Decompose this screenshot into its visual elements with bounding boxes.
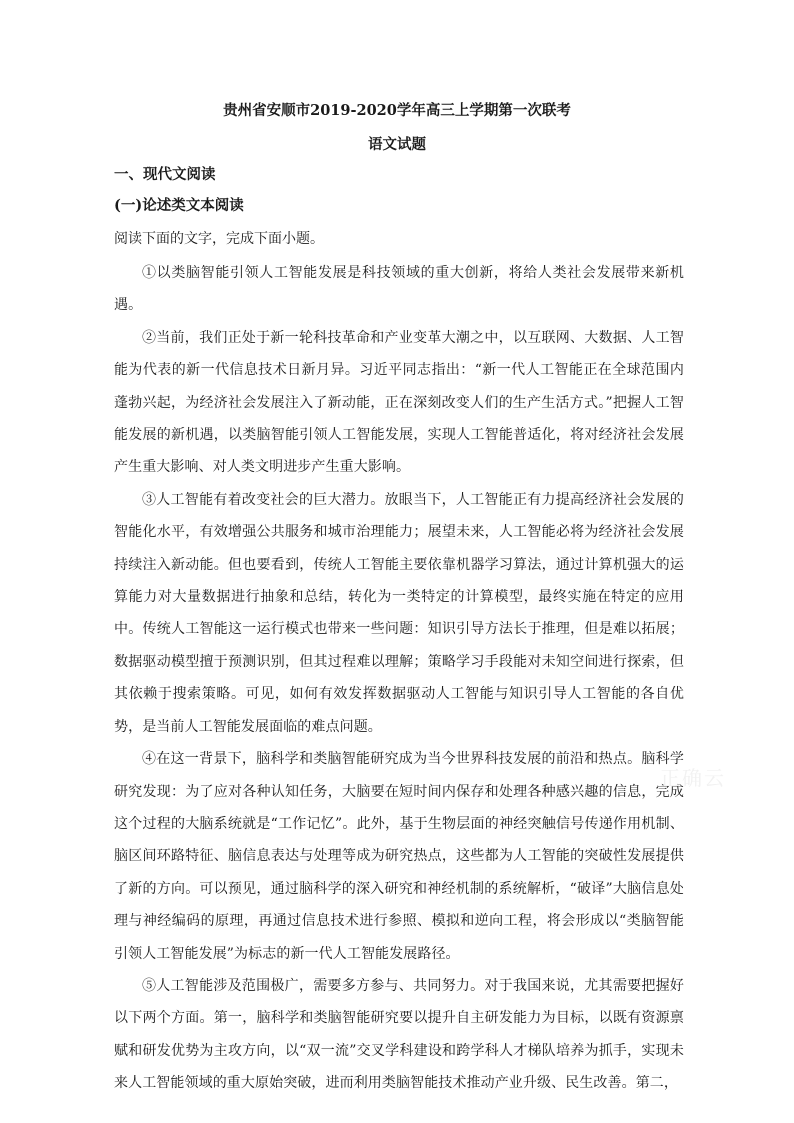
reading-instruction: 阅读下面的文字，完成下面小题。 bbox=[114, 231, 324, 247]
article-body bbox=[114, 257, 684, 1100]
paragraph-2: ②当前，我们正处于新一轮科技革命和产业变革大潮之中，以互联网、大数据、人工智能为代表的新一代信息技术日新月异。习近平同志指出：“新一代人工智能正在全球范围内蓬勃兴起，为经济社会发展注入了新动能，正在深刻改变人们的生产生活方式。”把握人工智能发展的新机遇，以类脑智能引领人工智能发展，实现人工智能普适化，将对经济社会发展产生重大影响、对人类文明进步产生重大影响。 bbox=[114, 329, 684, 476]
section-heading: 一、现代文阅读 bbox=[114, 166, 216, 183]
paragraph-1: ①以类脑智能引领人工智能发展是科技领域的重大创新，将给人类社会发展带来新机遇。 bbox=[114, 265, 684, 314]
document-title: 贵州省安顺市2019-2020学年高三上学期第一次联考 bbox=[223, 102, 571, 119]
paragraph-3: ③人工智能有着改变社会的巨大潜力。放眼当下，人工智能正有力提高经济社会发展的智能化水平，有效增强公共服务和城市治理能力；展望未来，人工智能必将为经济社会发展持续注入新动能。但也要看到，传统人工智能主要依靠机器学习算法，通过计算机强大的运算能力对大量数据进行抽象和总结，转化为一类特定的计算模型，最终实施在特定的应用中。传统人工智能这一运行模式也带来一些问题：知识引导方法长于推理，但是难以拓展；数据驱动模型擅于预测识别，但其过程难以理解；策略学习手段能对未知空间进行探索，但其依赖于搜索策略。可见，如何有效发挥数据驱动人工智能与知识引导人工智能的各自优势，是当前人工智能发展面临的难点问题。 bbox=[114, 491, 684, 735]
subsection-heading: (一)论述类文本阅读 bbox=[114, 197, 244, 214]
paragraph-5: ⑤人工智能涉及范围极广，需要多方参与、共同努力。对于我国来说，尤其需要把握好以下两个方面。第一，脑科学和类脑智能研究要以提升自主研发能力为目标，以既有资源禀赋和研发优势为主攻方向，以“双一流”交叉学科建设和跨学科人才梯队培养为抓手，实现未来人工智能领域的重大原始突破，进而利用类脑智能技术推动产业升级、民生改善。第二， bbox=[114, 977, 684, 1092]
paragraph-4: ④在这一背景下，脑科学和类脑智能研究成为当今世界科技发展的前沿和热点。脑科学研究发现：为了应对各种认知任务，大脑要在短时间内保存和处理各种感兴趣的信息，完成这个过程的大脑系统就是“工作记忆”。此外，基于生物层面的神经突触信号传递作用机制、脑区间环路特征、脑信息表达与处理等成为研究热点，这些都为人工智能的突破性发展提供了新的方向。可以预见，通过脑科学的深入研究和神经机制的系统解析，“破译”大脑信息处理与神经编码的原理，再通过信息技术进行参照、模拟和逆向工程，将会形成以“类脑智能引领人工智能发展”为标志的新一代人工智能发展路径。 bbox=[114, 751, 684, 962]
watermark: 正确云 bbox=[660, 766, 726, 790]
document-subtitle: 语文试题 bbox=[368, 136, 426, 153]
